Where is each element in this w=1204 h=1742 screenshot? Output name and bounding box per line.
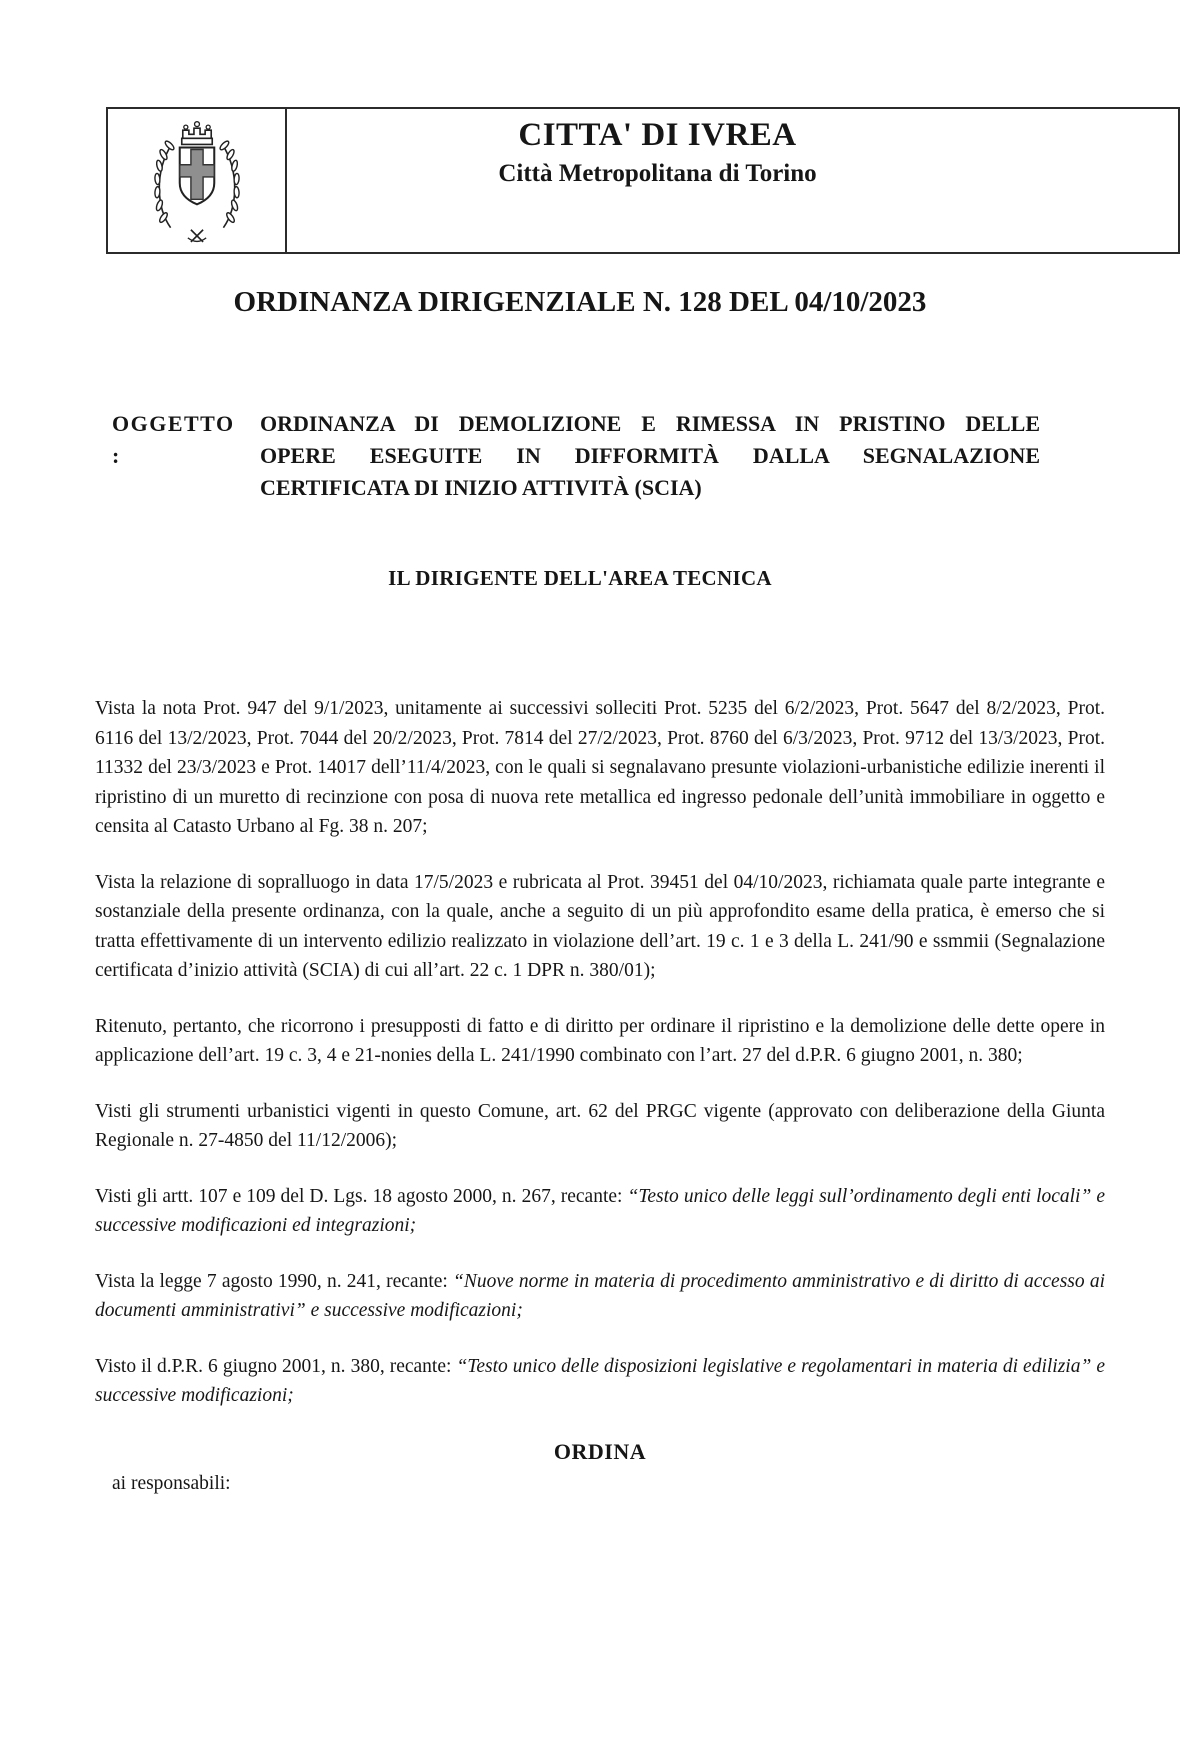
ordinance-body [95,694,1105,1499]
addressee-line: ai responsabili: [112,1473,231,1494]
paragraph-text: Vista la nota Prot. 947 del 9/1/2023, unitamente ai successivi solleciti Prot. 5235 del 6/2/2023, Prot. 5647 del 8/2/2023, Prot. 6116 del 13/2/2023, Prot. 7044 del 20/2/2023, Prot. 7814 del 27/2/2023, Prot. 8760 del 6/3/2023, Prot. 9712 del 13/3/2023, Prot. 11332 del 23/3/2023 e Prot. 14017 dell’11/4/2023, con le quali si segnalavano presunte violazioni-urbanistiche edilizie inerenti il ripristino di un muretto di recinzione con posa di nuova rete metallica ed ingresso pedonale dell’unità immobiliare in oggetto e censita al Catasto Urbano al Fg. 38 n. 207; [95,698,1105,837]
paragraph-quoted-title: “Nuove norme in materia di procedimento amministrativo e di diritto di accesso ai documenti amministrativi” e successive modificazioni; [95,1270,1105,1321]
paragraph-text: Visto il d.P.R. 6 giugno 2001, n. 380, recante: [95,1355,457,1377]
municipality-name: CITTA' DI IVREA [518,117,797,153]
document-header [106,107,1180,254]
paragraph-text: Visti gli strumenti urbanistici vigenti in questo Comune, art. 62 del PRGC vigente (approvato con deliberazione della Giunta Regionale n. 27-4850 del 11/12/2006); [95,1100,1105,1151]
paragraph-quoted-title: “Testo unico delle disposizioni legislative e regolamentari in materia di edilizia” e successive modificazioni; [95,1355,1105,1406]
oggetto-colon: : [112,443,121,468]
paragraph-visti-artt [95,1182,1105,1241]
paragraph-visto-dpr [95,1352,1105,1411]
ordina-heading: ORDINA [553,1438,647,1464]
oggetto-text [260,408,1040,504]
municipality-subtitle: Città Metropolitana di Torino [498,160,817,187]
paragraph-text: Ritenuto, pertanto, che ricorrono i presupposti di fatto e di diritto per ordinare il ripristino e la demolizione delle dette opere in applicazione dell’art. 19 c. 3, 4 e 21-nonies della L. 241/1990 combinato con l’art. 27 del d.P.R. 6 giugno 2001, n. 380; [95,1015,1105,1066]
logo-cell [108,109,287,252]
oggetto-line: ORDINANZA DI DEMOLIZIONE E RIMESSA IN PRISTINO DELLE [260,411,1040,436]
header-title-cell [287,109,1178,252]
oggetto-label-text: OGGETTO [112,411,235,436]
section-heading-dirigente: IL DIRIGENTE DELL'AREA TECNICA [388,566,772,590]
paragraph-vista-nota [95,694,1105,842]
paragraph-visti-strumenti [95,1097,1105,1156]
paragraph-text: Vista la relazione di sopralluogo in data 17/5/2023 e rubricata al Prot. 39451 del 04/10/2023, richiamata quale parte integrante e sostanziale della presente ordinanza, con la quale, anche a seguito di un più approfondito esame della pratica, è emerso che si tratta effettivamente di un intervento edilizio realizzato in violazione dell’art. 19 c. 1 e 3 della L. 241/90 e ssmmii (Segnalazione certificata d’inizio attività (SCIA) di cui all’art. 22 c. 1 DPR n. 380/01); [95,871,1105,981]
ordinance-title: ORDINANZA DIRIGENZIALE N. 128 DEL 04/10/2023 [233,286,927,318]
paragraph-vista-relazione [95,868,1105,986]
paragraph-vista-legge [95,1267,1105,1326]
oggetto-label [112,408,260,504]
paragraph-ritenuto [95,1012,1105,1071]
ivrea-coat-of-arms-icon [143,116,251,246]
oggetto-line: CERTIFICATA DI INIZIO ATTIVITÀ (SCIA) [260,475,702,500]
paragraph-text: Vista la legge 7 agosto 1990, n. 241, recante: [95,1270,454,1292]
paragraph-text: Visti gli artt. 107 e 109 del D. Lgs. 18 agosto 2000, n. 267, recante: [95,1185,628,1207]
paragraph-quoted-title: “Testo unico delle leggi sull’ordinamento degli enti locali” e successive modificazioni ed integrazioni; [95,1185,1106,1236]
oggetto-line: OPERE ESEGUITE IN DIFFORMITÀ DALLA SEGNALAZIONE [260,443,1040,468]
oggetto-block [112,408,1040,504]
